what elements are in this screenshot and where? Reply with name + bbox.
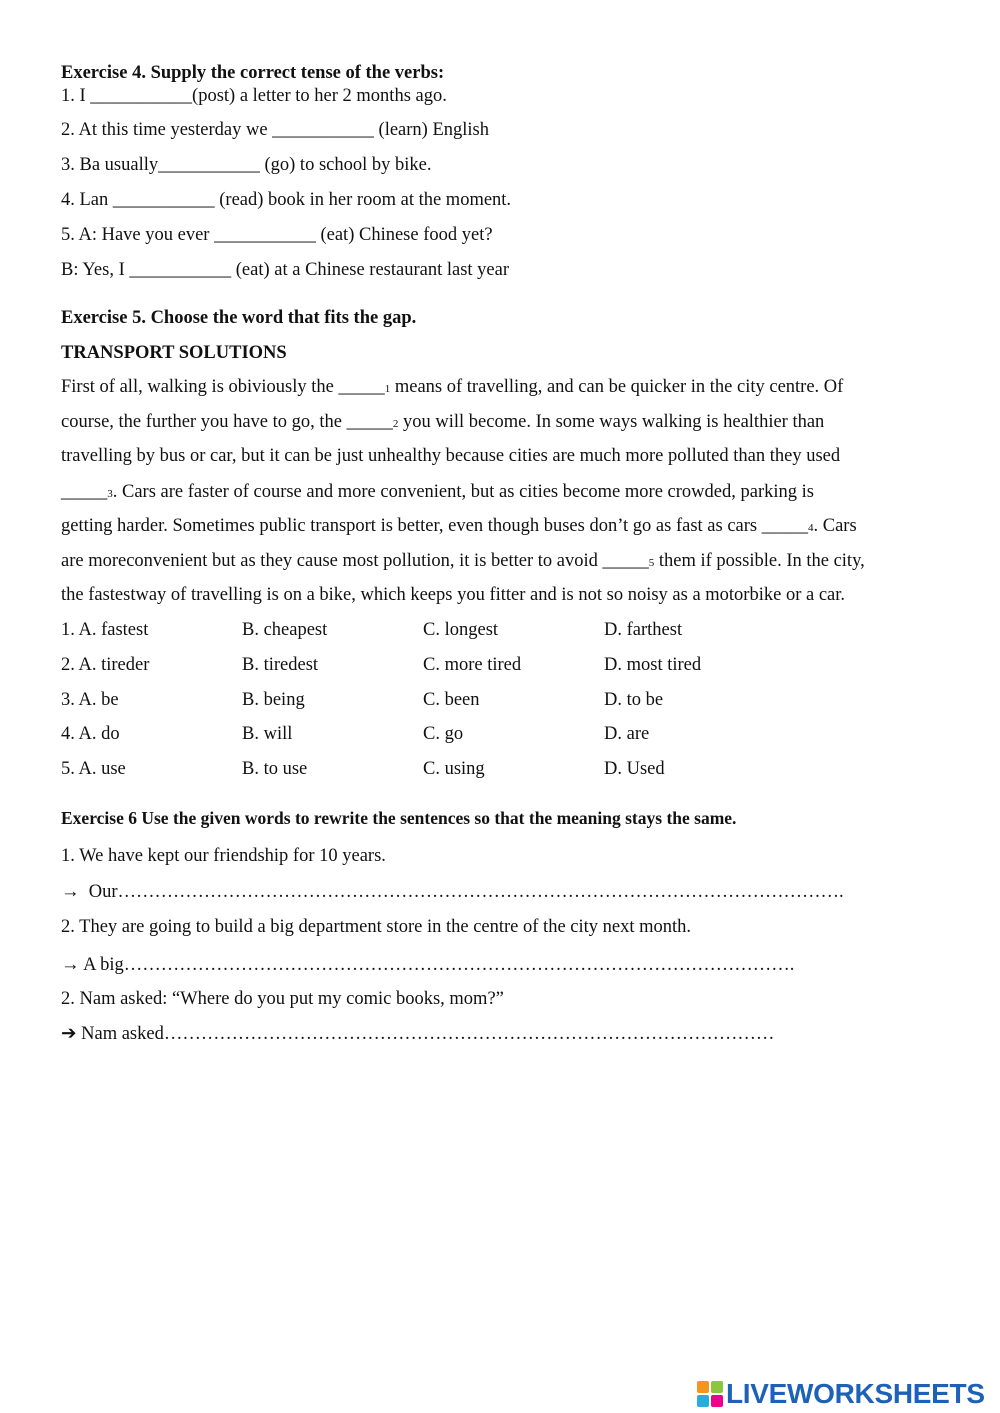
exercise6-item-2: 2. They are going to build a big department store in the centre of the city next month. xyxy=(61,917,692,937)
exercise4-item-5b: B: Yes, I ___________ (eat) at a Chinese restaurant last year xyxy=(61,260,510,280)
liveworksheets-logo xyxy=(697,1379,985,1409)
passage-line-4: _____3. Cars are faster of course and more convenient, but as cities become more crowded, parking is xyxy=(61,482,814,502)
gap-number-1: 1 xyxy=(384,383,391,395)
passage-line-6: are moreconvenient but as they cause most pollution, it is better to avoid _____5 them if possible. In the city, xyxy=(61,551,865,571)
option-3d: D. to be xyxy=(604,690,664,710)
exercise6-answer-1: → Our………………………………………………………………………………………………………. xyxy=(61,882,844,902)
exercise5-heading: Exercise 5. Choose the word that fits the gap. xyxy=(61,308,417,328)
exercise6-heading: Exercise 6 Use the given words to rewrite the sentences so that the meaning stays the same. xyxy=(61,808,737,828)
option-1b: B. cheapest xyxy=(242,620,328,640)
exercise4-heading: Exercise 4. Supply the correct tense of the verbs: xyxy=(61,63,445,83)
liveworksheets-brand: LIVEWORKSHEETS xyxy=(726,1378,985,1409)
exercise6-answer-2: → A big………………………………………………………………………………………………. xyxy=(61,955,795,975)
option-1a: 1. A. fastest xyxy=(61,620,149,640)
exercise4-item-3: 3. Ba usually___________ (go) to school by bike. xyxy=(61,155,432,175)
option-5b: B. to use xyxy=(242,759,308,779)
exercise6-item-3: 2. Nam asked: “Where do you put my comic books, mom?” xyxy=(61,989,504,1009)
passage-line-1: First of all, walking is obiviously the _____1 means of travelling, and can be quicker in the city centre. Of xyxy=(61,377,844,397)
exercise4-item-4: 4. Lan ___________ (read) book in her room at the moment. xyxy=(61,190,512,210)
exercise4-item-1: 1. I ___________(post) a letter to her 2 months ago. xyxy=(61,86,447,106)
passage-line-2: course, the further you have to go, the _____2 you will become. In some ways walking is healthier than xyxy=(61,412,825,432)
option-5a: 5. A. use xyxy=(61,759,126,779)
option-4c: C. go xyxy=(423,724,464,744)
option-5d: D. Used xyxy=(604,759,665,779)
option-4d: D. are xyxy=(604,724,650,744)
option-2a: 2. A. tireder xyxy=(61,655,150,675)
gap-number-2: 2 xyxy=(392,418,399,430)
passage-title: TRANSPORT SOLUTIONS xyxy=(61,343,287,363)
exercise6-item-1: 1. We have kept our friendship for 10 years. xyxy=(61,846,386,866)
gap-number-4: 4 xyxy=(808,522,814,534)
option-1c: C. longest xyxy=(423,620,499,640)
liveworksheets-logo-icon xyxy=(697,1381,723,1407)
option-3c: C. been xyxy=(423,690,480,710)
exercise6-answer-3: ➔ Nam asked……………………………………………………………………………………… xyxy=(61,1024,775,1044)
option-4a: 4. A. do xyxy=(61,724,120,744)
exercise4-item-5: 5. A: Have you ever ___________ (eat) Chinese food yet? xyxy=(61,225,493,245)
option-5c: C. using xyxy=(423,759,485,779)
option-1d: D. farthest xyxy=(604,620,683,640)
option-2b: B. tiredest xyxy=(242,655,319,675)
option-2c: C. more tired xyxy=(423,655,522,675)
gap-number-5: 5 xyxy=(648,557,655,569)
option-2d: D. most tired xyxy=(604,655,702,675)
gap-number-3: 3 xyxy=(107,488,113,500)
passage-line-5: getting harder. Sometimes public transport is better, even though buses don’t go as fast as cars _____4. Cars xyxy=(61,516,857,536)
option-3a: 3. A. be xyxy=(61,690,119,710)
exercise4-item-2: 2. At this time yesterday we ___________ (learn) English xyxy=(61,120,489,140)
option-3b: B. being xyxy=(242,690,305,710)
passage-line-7: the fastestway of travelling is on a bike, which keeps you fitter and is not so noisy as a motorbike or a car. xyxy=(61,585,846,605)
option-4b: B. will xyxy=(242,724,293,744)
passage-line-3: travelling by bus or car, but it can be just unhealthy because cities are much more polluted than they used xyxy=(61,446,841,466)
